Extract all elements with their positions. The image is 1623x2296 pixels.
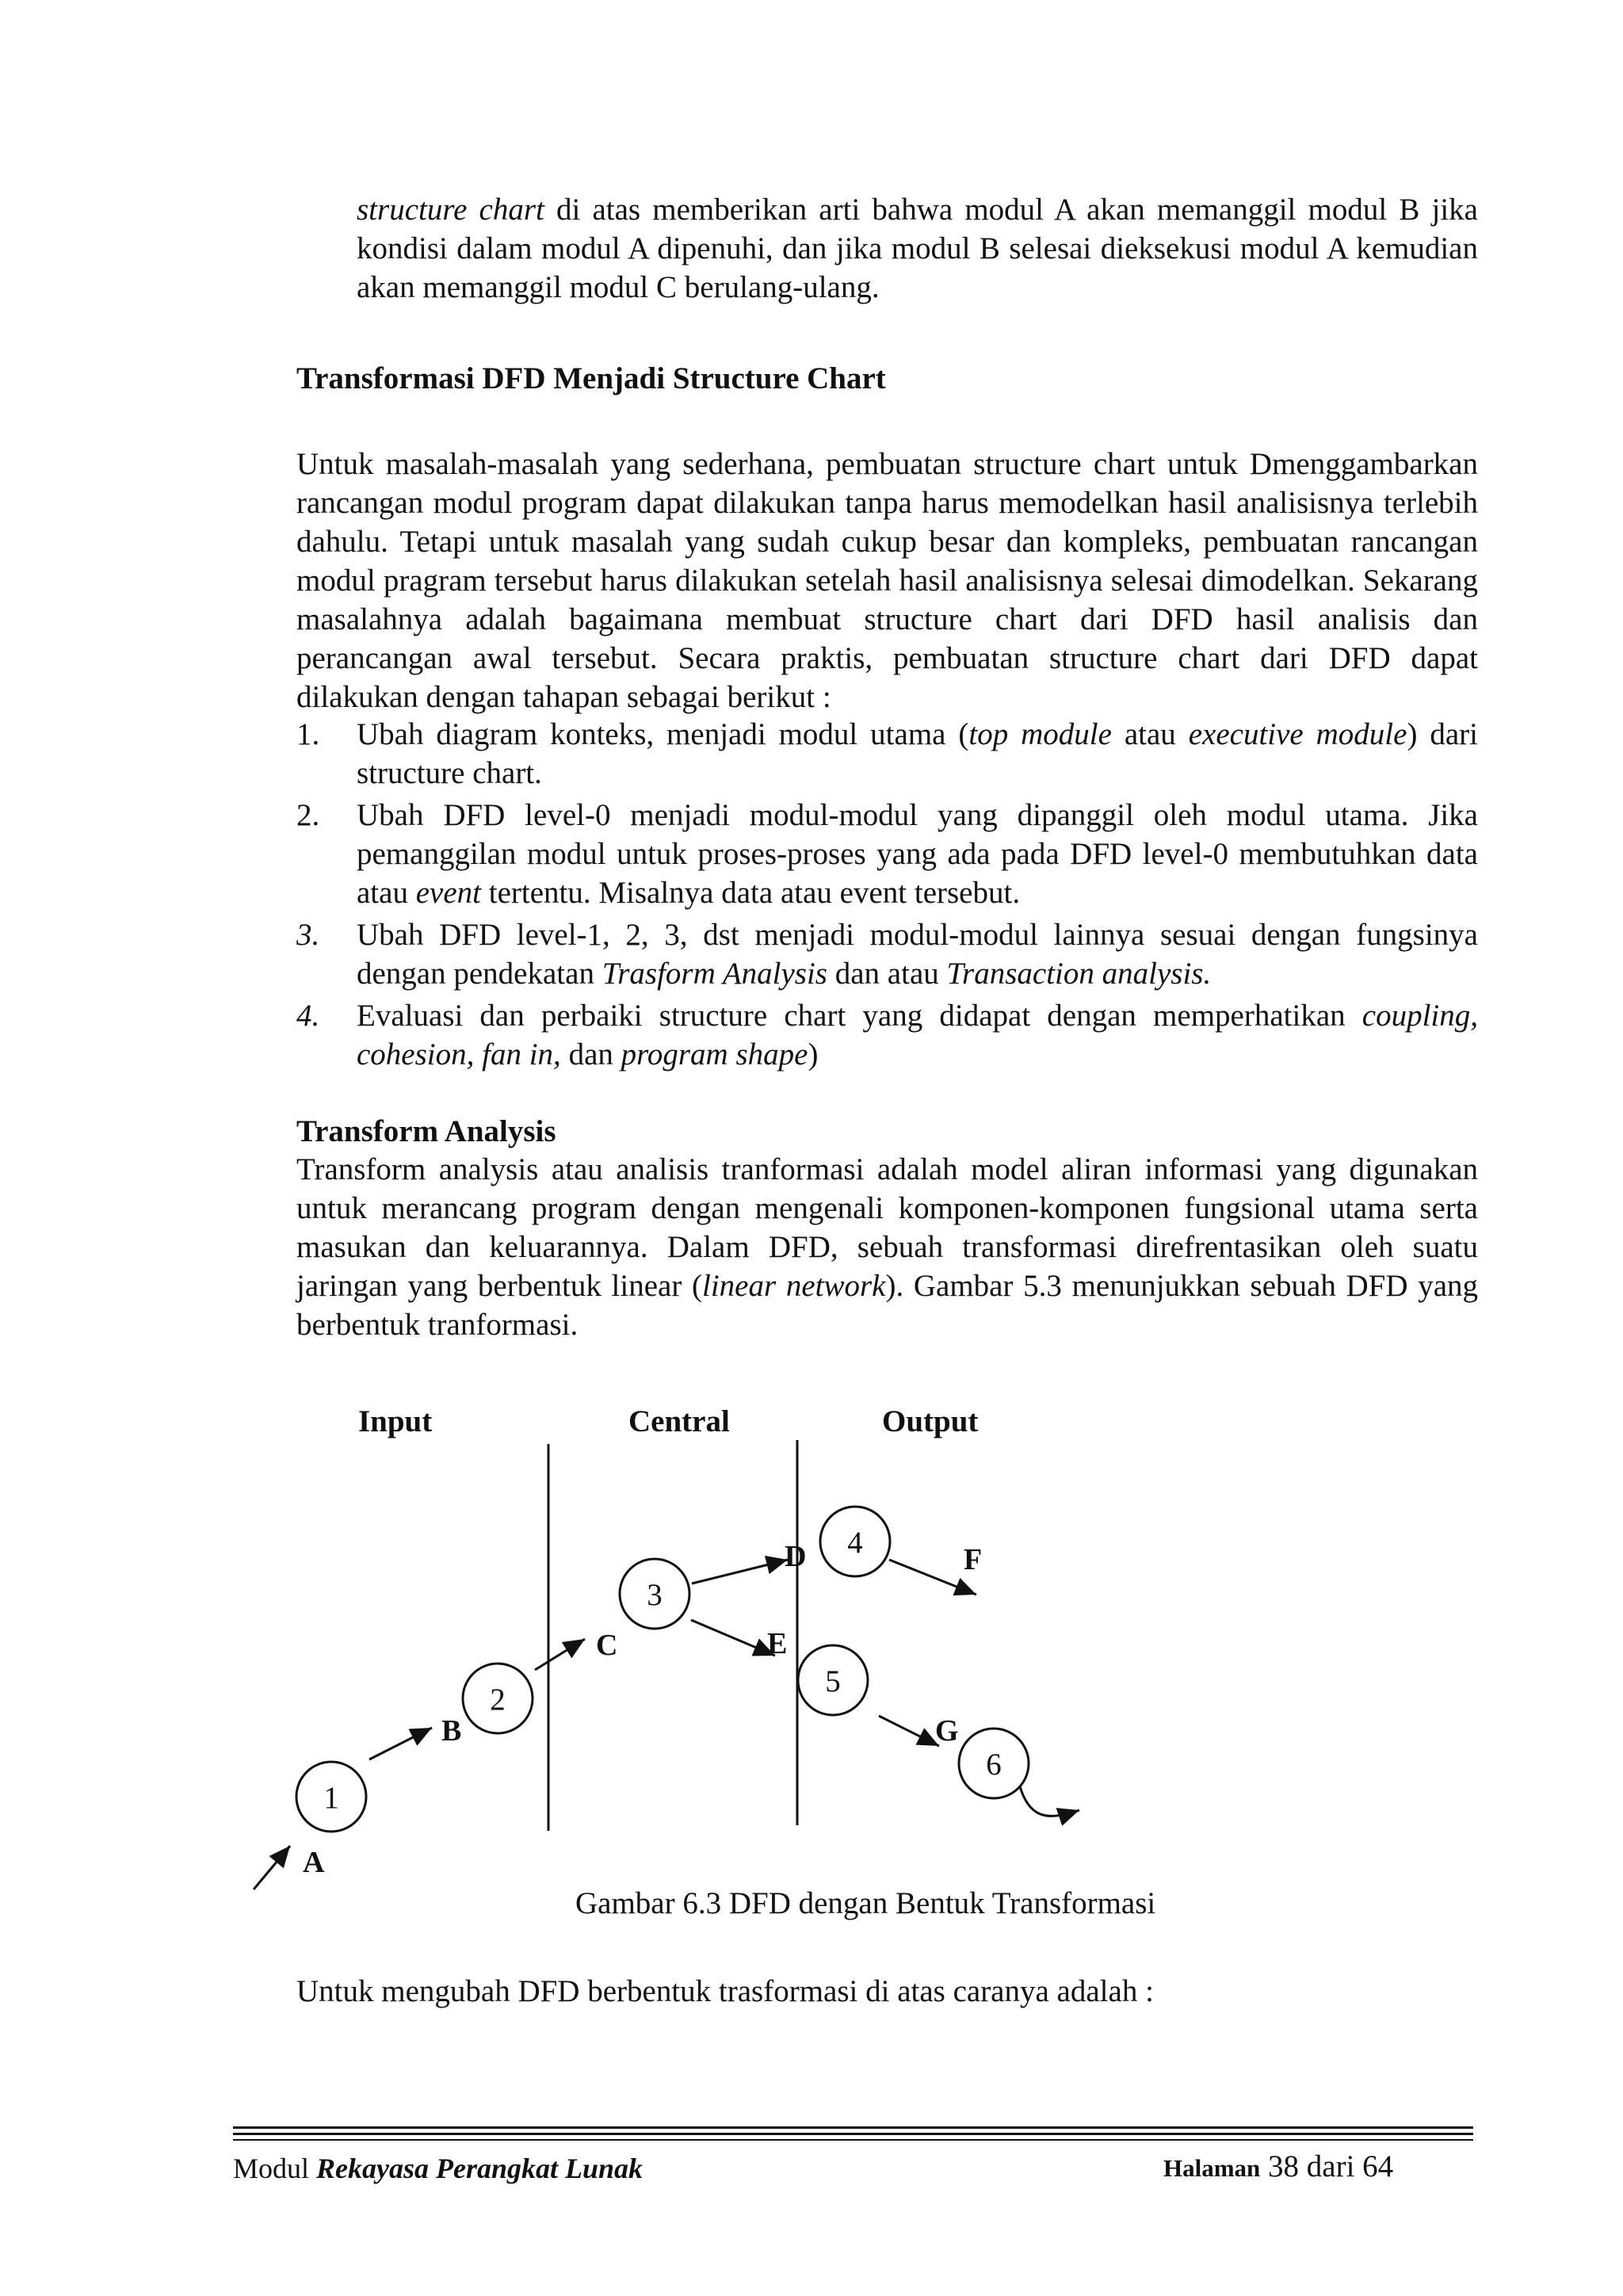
column-header-input: Input bbox=[358, 1404, 433, 1438]
process-number: 3 bbox=[647, 1578, 663, 1612]
flow-arrow-a bbox=[254, 1846, 290, 1889]
column-header-output: Output bbox=[882, 1404, 979, 1438]
list-item: 1. Ubah diagram konteks, menjadi modul utama (top module atau executive module) dari structure chart. bbox=[296, 715, 1478, 793]
section-heading-transformasi: Transformasi DFD Menjadi Structure Chart bbox=[296, 361, 886, 395]
process-number: 2 bbox=[490, 1683, 506, 1717]
list-item: 2. Ubah DFD level-0 menjadi modul-modul yang dipanggil oleh modul utama. Jika pemanggilan modul untuk proses-proses yang ada pada DFD level-0 membutuhkan data atau event tertentu. Misalnya data atau event tersebut. bbox=[296, 796, 1478, 912]
flow-label-c: C bbox=[596, 1629, 618, 1662]
intro-emphasis: structure chart bbox=[357, 193, 544, 227]
list-item: 3. Ubah DFD level-1, 2, 3, dst menjadi modul-modul lainnya sesuai dengan fungsinya dengan pendekatan Trasform Analysis dan atau Transaction analysis. bbox=[296, 915, 1478, 993]
flow-label-a: A bbox=[303, 1846, 325, 1879]
process-number: 6 bbox=[986, 1748, 1002, 1782]
step-number: 2. bbox=[296, 798, 320, 832]
list-item: 4. Evaluasi dan perbaiki structure chart yang didapat dengan memperhatikan coupling, cohesion, fan in, dan program shape) bbox=[296, 996, 1478, 1074]
flow-arrow-b bbox=[369, 1728, 432, 1759]
process-number: 1 bbox=[323, 1781, 339, 1815]
section1-paragraph: Untuk masalah-masalah yang sederhana, pembuatan structure chart untuk Dmenggambarkan rancangan modul program dapat dilakukan tanpa harus memodelkan hasil analisisnya terlebih dahulu. Tetapi untuk masalah yang sudah cukup besar dan kompleks, pembuatan rancangan modul pragram tersebut harus dilakukan setelah hasil analisisnya selesai dimodelkan. Sekarang masalahnya adalah bagaimana membuat structure chart dari DFD hasil analisis dan perancangan awal tersebut. Secara praktis, pembuatan structure chart dari DFD dapat dilakukan dengan tahapan sebagai berikut : bbox=[296, 447, 1478, 714]
footer-rule bbox=[233, 2139, 1473, 2141]
flow-label-b: B bbox=[441, 1714, 462, 1748]
flow-arrow-out bbox=[1020, 1786, 1079, 1816]
footer-rule bbox=[233, 2126, 1473, 2129]
flow-label-e: E bbox=[767, 1627, 788, 1660]
column-header-central: Central bbox=[628, 1404, 730, 1438]
flow-label-g: G bbox=[935, 1714, 959, 1748]
flow-arrow-d bbox=[692, 1560, 788, 1584]
flow-label-d: D bbox=[785, 1540, 807, 1573]
footer-rule bbox=[233, 2133, 1473, 2135]
step-number: 1. bbox=[296, 717, 320, 751]
flow-label-f: F bbox=[964, 1543, 983, 1576]
closing-paragraph: Untuk mengubah DFD berbentuk trasformasi di atas caranya adalah : bbox=[296, 1974, 1154, 2008]
section-heading-transform-analysis: Transform Analysis bbox=[296, 1114, 556, 1148]
step-number: 3. bbox=[296, 918, 320, 952]
footer-page-number: Halaman 38 dari 64 bbox=[1163, 2149, 1394, 2183]
flow-arrow-c bbox=[535, 1639, 585, 1670]
flow-arrow-e bbox=[691, 1620, 775, 1656]
figure-caption: Gambar 6.3 DFD dengan Bentuk Transformasi bbox=[575, 1886, 1156, 1920]
process-number: 4 bbox=[847, 1526, 863, 1560]
flow-arrow-g bbox=[879, 1716, 939, 1746]
step-number: 4. bbox=[296, 999, 320, 1033]
section2-paragraph: Transform analysis atau analisis tranformasi adalah model aliran informasi yang digunakan untuk merancang program dengan mengenali komponen-komponen fungsional utama serta masukan dan keluarannya. Dalam DFD, sebuah transformasi direfrentasikan oleh suatu jaringan yang berbentuk linear (linear network). Gambar 5.3 menunjukkan sebuah DFD yang berbentuk tranformasi. bbox=[296, 1152, 1479, 1342]
intro-text: di atas memberikan arti bahwa modul A akan memanggil modul B jika kondisi dalam modul A dipenuhi, dan jika modul B selesai dieksekusi modul A kemudian akan memanggil modul C berulang-ulang. bbox=[357, 193, 1478, 304]
process-number: 5 bbox=[825, 1664, 841, 1698]
footer-module-title: Modul Rekayasa Perangkat Lunak bbox=[233, 2153, 643, 2184]
